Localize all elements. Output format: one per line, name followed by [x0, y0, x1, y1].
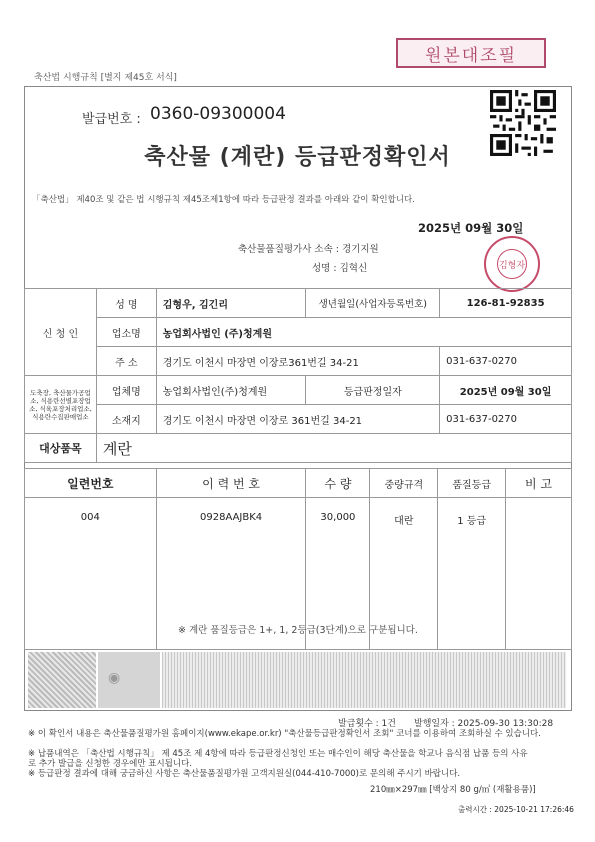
items-header-grade: 품질등급 — [438, 469, 506, 498]
items-header-trace: 이 력 번 호 — [156, 469, 306, 498]
footnote-3: ※ 등급판정 결과에 대해 궁금하신 사항은 축산물품질평가원 고객지원실(044-410-7000)로 문의해 주시기 바랍니다. — [28, 769, 461, 779]
security-pattern-image — [28, 652, 96, 708]
verification-stamp-image — [98, 652, 160, 708]
item-remarks — [506, 498, 572, 650]
legal-basis-text: 「축산법」 제40조 및 같은 법 시행규칙 제45조제1항에 따라 등급판정 결과를 아래와 같이 확인합니다. — [32, 195, 415, 205]
company-label: 업체명 — [96, 376, 156, 405]
item-quantity: 30,000 — [306, 498, 370, 650]
applicant-name: 김형우, 김긴리 — [156, 289, 306, 318]
company-name: 농업회사법인(주)청계원 — [156, 376, 306, 405]
inspector-name: 성명 : 김혁신 — [312, 263, 368, 274]
footnote-1: ※ 이 확인서 내용은 축산물품질평가원 홈페이지(www.ekape.or.kr) "축산물등급판정확인서 조회" 코너를 이용하여 조회하실 수 있습니다. — [28, 729, 541, 739]
inspector-seal — [484, 236, 540, 292]
seal-center: 김형자 — [497, 249, 527, 279]
applicant-address: 경기도 이천시 마장면 이장로361번길 34-21 — [156, 347, 439, 376]
grade-note: ※ 계란 품질등급은 1+, 1, 2등급(3단계)으로 구분됩니다. — [178, 625, 418, 636]
items-header-serial: 일련번호 — [25, 469, 157, 498]
stamp-watermark-icon: ◉ — [108, 670, 121, 686]
issue-number: 0360-09300004 — [150, 104, 286, 124]
business-name: 농업회사법인 (주)청계원 — [156, 318, 571, 347]
form-label: 축산법 시행규칙 [별지 제45호 서식] — [34, 73, 177, 83]
applicant-name-label: 성 명 — [96, 289, 156, 318]
item-serial: 004 — [25, 498, 157, 650]
product-label: 대상품목 — [25, 434, 97, 463]
issued-at: 발행일자 : 2025-09-30 13:30:28 — [414, 719, 554, 729]
issue-number-label: 발급번호 : — [82, 112, 141, 127]
birth-label: 생년월일(사업자등록번호) — [306, 289, 440, 318]
applicant-section-label: 신 청 인 — [25, 289, 97, 376]
item-weight-class: 대란 — [370, 498, 438, 650]
address-label: 주 소 — [96, 347, 156, 376]
item-grade: 1 등급 — [438, 498, 506, 650]
print-time: 출력시간 : 2025-10-21 17:26:46 — [458, 805, 574, 814]
business-registration-number: 126-81-92835 — [440, 289, 572, 318]
location-label: 소재지 — [96, 405, 156, 434]
paper-spec: 210㎜×297㎜ [백상지 80 g/㎡ (재활용품)] — [370, 785, 536, 795]
issue-count: 발급횟수 : 1건 — [338, 719, 396, 729]
processor-phone: 031-637-0270 — [440, 405, 572, 434]
processor-section-label: 도축장, 축산물가공업소, 식용란선별포장업소, 식육포장처리업소, 식용란수집판매업소 — [25, 376, 97, 434]
product-value: 계란 — [96, 434, 571, 463]
barcode-strip-image — [162, 652, 566, 708]
certificate-date: 2025년 09월 30일 — [418, 221, 524, 235]
items-header-remarks: 비 고 — [506, 469, 572, 498]
footnote-2: ※ 납품내역은 「축산법 시행규칙」 제 45조 제 4항에 따라 등급판정신청인 또는 매수인이 해당 축산물을 학교나 음식점 납품 등의 사유로 추가 발급을 신청한 경우에만 표시됩니다. — [28, 749, 528, 769]
certificate-table — [24, 288, 572, 463]
document-title: 축산물 (계란) 등급판정확인서 — [144, 145, 451, 170]
applicant-phone: 031-637-0270 — [440, 347, 572, 376]
processor-location: 경기도 이천시 마장면 이장로 361번길 34-21 — [156, 405, 439, 434]
judge-date-label: 등급판정일자 — [306, 376, 440, 405]
item-trace-number: 0928AAJBK4 — [156, 498, 306, 650]
items-header-quantity: 수 량 — [306, 469, 370, 498]
business-name-label: 업소명 — [96, 318, 156, 347]
items-header-weight: 중량규격 — [370, 469, 438, 498]
inspector-organization: 축산물품질평가사 소속 : 경기지원 — [238, 244, 379, 255]
judge-date: 2025년 09월 30일 — [440, 376, 572, 405]
original-verified-stamp: 원본대조필 — [396, 38, 546, 68]
